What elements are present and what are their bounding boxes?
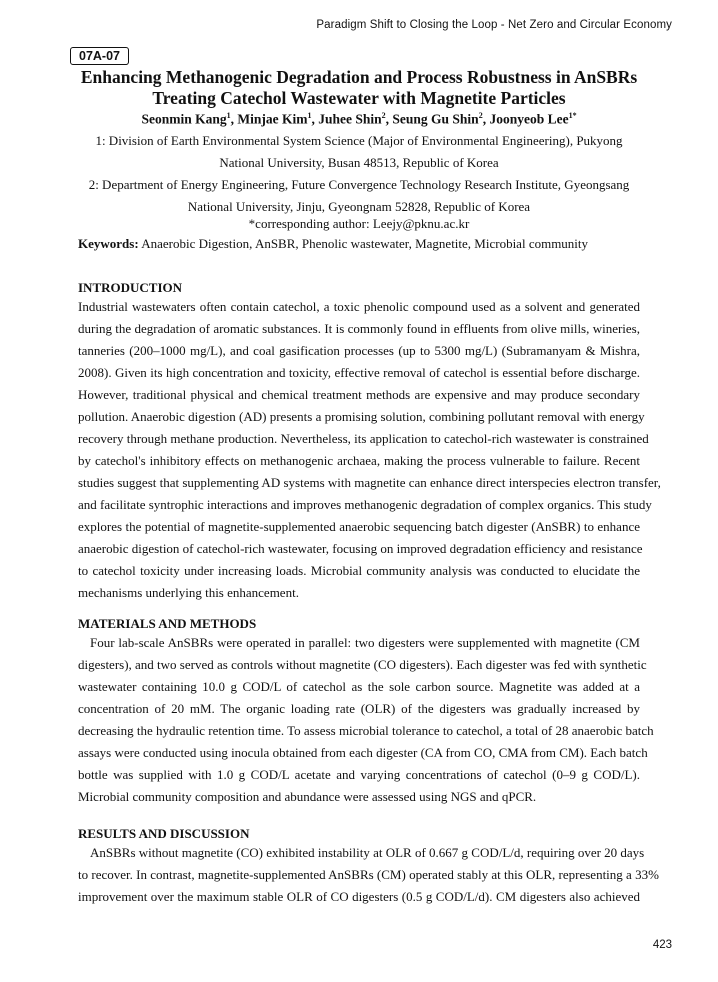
title-line-2: Treating Catechol Wastewater with Magnetite Particles [152,88,566,108]
author-affiliation-marker: 1* [568,111,577,120]
text-line: tanneries (200–1000 mg/L), and coal gasification processes (up to 5300 mg/L) (Subramanyam & Mishra, [78,343,640,358]
section-body [78,632,654,808]
text-line: during the degradation of aromatic substances. It is commonly found in effluents from olive mills, wineries, [78,321,640,336]
page-number: 423 [652,939,672,951]
text-line: digesters), and two served as controls without magnetite (CO digesters). Each digester was fed with synthetic [78,657,647,672]
text-line: to catechol toxicity under increasing loads. Microbial community analysis was conducted to elucidate the [78,563,640,578]
section-methods [78,616,654,808]
affiliation-2 [0,174,718,218]
paper-code-badge: 07A-07 [70,47,129,65]
text-line: by catechol's inhibitory effects on methanogenic archaea, making the process vulnerable to failure. Recent [78,453,640,468]
section-heading: RESULTS AND DISCUSSION [78,826,250,841]
text-line: 2008). Given its high concentration and toxicity, effective removal of catechol is essential before discharge. [78,365,640,380]
corresponding-author: *corresponding author: Leejy@pknu.ac.kr [248,216,470,231]
author-name: Minjae Kim [237,111,308,127]
section-heading: INTRODUCTION [78,280,183,295]
text-line: However, traditional physical and chemical treatment methods are expensive and may produce secondary [78,387,640,402]
text-line: and facilitate syntrophic interactions and improves methanogenic degradation of complex organics. This study [78,497,652,512]
affiliation-1-line-2: National University, Busan 48513, Republic of Korea [219,155,499,170]
running-header: Paradigm Shift to Closing the Loop - Net Zero and Circular Economy [316,19,672,31]
author-affiliation-marker: 2 [478,111,483,120]
author-list: Seonmin Kang$^1$, Minjae Kim$^1$, Juhee Shin$^2$, Seung Gu Shin$^2$, Joonyeob Lee$^{1*}$ [141,111,577,127]
text-line: pollution. Anaerobic digestion (AD) presents a promising solution, combining pollutant removal with energy [78,409,645,424]
author-name: Seung Gu Shin [392,111,479,127]
paper-title [0,67,718,109]
text-line: AnSBRs without magnetite (CO) exhibited instability at OLR of 0.667 g COD/L/d, requiring over 20 days [90,845,645,860]
section-body [78,842,659,908]
keywords-text: Anaerobic Digestion, AnSBR, Phenolic wastewater, Magnetite, Microbial community [141,236,589,251]
text-line: wastewater containing 10.0 g COD/L of catechol as the sole carbon source. Magnetite was added at a [78,679,640,694]
text-line: explores the potential of magnetite-supplemented anaerobic sequencing batch digester (AnSBR) to enhance [78,519,640,534]
title-line-1: Enhancing Methanogenic Degradation and Process Robustness in AnSBRs [80,67,638,87]
keywords-label: Keywords: [78,236,139,251]
section-introduction [78,280,661,604]
section-heading: MATERIALS AND METHODS [78,616,257,631]
text-line: anaerobic digestion of catechol-rich wastewater, focusing on improved degradation efficiency and resistance [78,541,643,556]
text-line: bottle was supplied with 1.0 g COD/L acetate and varying concentrations of catechol (0–9 g COD/L). [78,767,640,782]
author-affiliation-marker: 2 [381,111,386,120]
section-results [78,826,659,908]
text-line: Four lab-scale AnSBRs were operated in parallel: two digesters were supplemented with magnetite (CM [90,635,640,650]
section-body [78,296,661,604]
author-affiliation-marker: 1 [226,111,231,120]
author-name: Juhee Shin [318,111,382,127]
text-line: Microbial community composition and abundance were assessed using NGS and qPCR. [78,789,537,804]
author-name: Seonmin Kang [141,111,227,127]
text-line: concentration of 20 mM. The organic loading rate (OLR) of the digesters was gradually increased by [78,701,640,716]
keywords [78,236,588,252]
author-name: Joonyeob Lee [489,111,569,127]
text-line: recovery through methane production. Nevertheless, its application to catechol-rich wastewater is constrained [78,431,649,446]
text-line: assays were conducted using inocula obtained from each digester (CA from CO, CMA from CM). Each batch [78,745,648,760]
text-line: improvement over the maximum stable OLR of CO digesters (0.5 g COD/L/d). CM digesters also achieved [78,889,640,904]
text-line: to recover. In contrast, magnetite-supplemented AnSBRs (CM) operated stably at this OLR, representing a 33% [78,867,659,882]
affiliation-2-line-2: National University, Jinju, Gyeongnam 52828, Republic of Korea [187,199,531,214]
author-affiliation-marker: 1 [307,111,312,120]
text-line: studies suggest that supplementing AD systems with magnetite can enhance direct interspecies electron transfer, [78,475,661,490]
text-line: Industrial wastewaters often contain catechol, a toxic phenolic compound used as a solvent and generated [78,299,640,314]
affiliation-2-line-1: 2: Department of Energy Engineering, Future Convergence Technology Research Institute, Gyeongsang [88,177,630,192]
text-line: decreasing the hydraulic retention time. To assess microbial tolerance to catechol, a total of 28 anaerobic batch [78,723,654,738]
affiliation-1 [0,130,718,174]
affiliation-1-line-1: 1: Division of Earth Environmental System Science (Major of Environmental Engineering), Pukyong [95,133,623,148]
text-line: mechanisms underlying this enhancement. [78,585,299,600]
